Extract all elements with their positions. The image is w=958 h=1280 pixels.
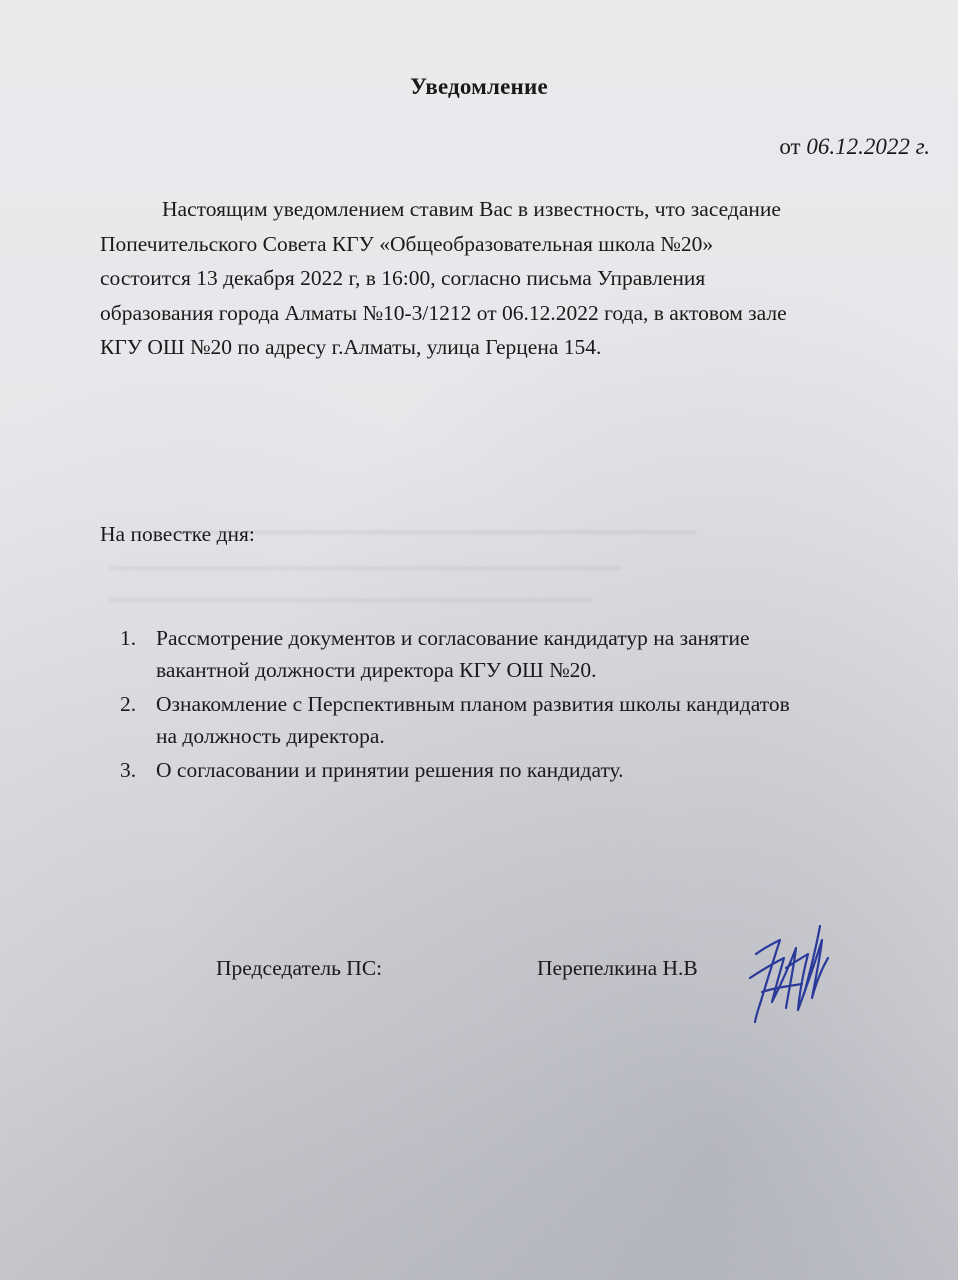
body-line: Настоящим уведомлением ставим Вас в известность, что заседание bbox=[162, 197, 781, 221]
agenda-item bbox=[120, 688, 920, 752]
agenda-item-line: Рассмотрение документов и согласование кандидатур на занятие bbox=[156, 626, 750, 650]
signature-role: Председатель ПС: bbox=[216, 956, 383, 980]
bleed-through-texture: ▁▁▁▁▁▁▁▁▁▁▁▁▁▁▁▁▁▁▁▁▁▁▁▁▁▁▁▁▁▁▁▁▁ bbox=[110, 581, 593, 602]
bleed-through-texture: ▁▁▁▁▁▁▁▁▁▁▁▁▁▁▁▁▁▁▁▁▁▁▁▁▁▁▁▁▁▁▁▁▁▁▁ bbox=[110, 549, 622, 570]
agenda-item-text bbox=[156, 622, 750, 686]
notice-body bbox=[100, 192, 890, 365]
agenda-item-number: 2. bbox=[120, 692, 137, 716]
signature-name: Перепелкина Н.В bbox=[537, 956, 698, 980]
document-title: Уведомление bbox=[410, 74, 548, 99]
date-value: 06.12.2022 г. bbox=[806, 134, 930, 159]
agenda-item bbox=[120, 754, 920, 786]
document-date bbox=[779, 134, 930, 160]
agenda-item-text bbox=[156, 754, 624, 786]
agenda-item bbox=[120, 622, 920, 686]
agenda-heading: На повестке дня: bbox=[100, 522, 255, 546]
body-line: образования города Алматы №10-3/1212 от 06.12.2022 года, в актовом зале bbox=[100, 300, 787, 325]
date-prefix: от bbox=[779, 134, 801, 159]
bleed-through-texture: ▁▁▁▁▁▁▁▁▁▁▁▁▁▁▁▁▁▁▁▁▁▁▁▁▁▁▁▁▁▁▁▁▁▁▁▁ bbox=[170, 513, 697, 534]
agenda-item-line: вакантной должности директора КГУ ОШ №20. bbox=[156, 658, 597, 682]
agenda-item-number: 3. bbox=[120, 758, 137, 782]
body-line: состоится 13 декабря 2022 г, в 16:00, согласно письма Управления bbox=[100, 266, 706, 290]
agenda-item-text bbox=[156, 688, 790, 752]
agenda-item-line: Ознакомление с Перспективным планом развития школы кандидатов bbox=[156, 692, 790, 716]
agenda-item-line: на должность директора. bbox=[156, 724, 385, 748]
body-line: КГУ ОШ №20 по адресу г.Алматы, улица Герцена 154. bbox=[100, 335, 602, 359]
body-line: Попечительского Совета КГУ «Общеобразовательная школа №20» bbox=[100, 231, 714, 256]
agenda-item-number: 1. bbox=[120, 626, 137, 650]
agenda-list bbox=[120, 622, 920, 788]
agenda-item-line: О согласовании и принятии решения по кандидату. bbox=[156, 758, 624, 782]
handwritten-signature bbox=[742, 918, 838, 1030]
